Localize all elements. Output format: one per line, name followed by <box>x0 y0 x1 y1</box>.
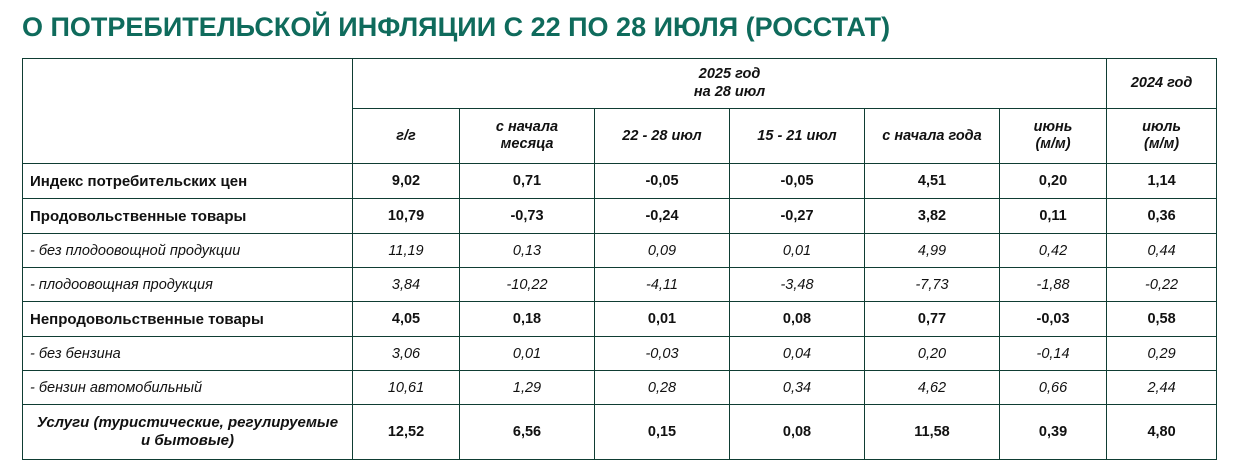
header-col-month-to-date-line1: с начала <box>495 118 559 135</box>
cell-food-excl-fruitveg-week-22-28: 0,09 <box>595 234 730 268</box>
header-col-year-to-date <box>865 109 1000 164</box>
row-label-services: Услуги (туристические, регулируемые и бытовые) <box>23 405 353 460</box>
cell-services-june-mm: 0,39 <box>1000 405 1107 460</box>
row-label-nonfood: Непродовольственные товары <box>23 302 353 337</box>
row-label-cpi: Индекс потребительских цен <box>23 164 353 199</box>
cell-cpi-week-15-21: -0,05 <box>730 164 865 199</box>
inflation-table <box>22 58 1217 460</box>
cell-nonfood-excl-petrol-july-mm: 0,29 <box>1107 337 1217 371</box>
cell-nonfood-year-to-date: 0,77 <box>865 302 1000 337</box>
cell-fruitveg-july-mm: -0,22 <box>1107 268 1217 302</box>
cell-nonfood-month-to-date: 0,18 <box>460 302 595 337</box>
row-label-food: Продовольственные товары <box>23 199 353 234</box>
table-header-group-row <box>23 59 1217 109</box>
cell-petrol-july-mm: 2,44 <box>1107 371 1217 405</box>
cell-fruitveg-month-to-date: -10,22 <box>460 268 595 302</box>
cell-cpi-year-to-date: 4,51 <box>865 164 1000 199</box>
header-col-month-to-date <box>460 109 595 164</box>
cell-nonfood-yoy: 4,05 <box>353 302 460 337</box>
cell-food-june-mm: 0,11 <box>1000 199 1107 234</box>
row-label-food-excl-fruitveg: - без плодоовощной продукции <box>23 234 353 268</box>
table-row <box>23 199 1217 234</box>
cell-food-year-to-date: 3,82 <box>865 199 1000 234</box>
header-corner-blank <box>23 59 353 164</box>
header-col-june-mm <box>1000 109 1107 164</box>
cell-food-excl-fruitveg-june-mm: 0,42 <box>1000 234 1107 268</box>
header-col-july-mm <box>1107 109 1217 164</box>
header-col-month-to-date-line2: месяца <box>500 136 554 153</box>
cell-nonfood-excl-petrol-year-to-date: 0,20 <box>865 337 1000 371</box>
cell-food-excl-fruitveg-july-mm: 0,44 <box>1107 234 1217 268</box>
header-col-week-15-21 <box>730 109 865 164</box>
page-title: О ПОТРЕБИТЕЛЬСКОЙ ИНФЛЯЦИИ С 22 ПО 28 ИЮЛЯ (РОССТАТ) <box>22 12 891 42</box>
table-row <box>23 337 1217 371</box>
header-col-yoy-line1: г/г <box>396 127 416 144</box>
cell-services-week-22-28: 0,15 <box>595 405 730 460</box>
cell-food-excl-fruitveg-month-to-date: 0,13 <box>460 234 595 268</box>
cell-cpi-yoy: 9,02 <box>353 164 460 199</box>
header-group-2025-line1: 2025 год <box>698 66 761 82</box>
cell-services-july-mm: 4,80 <box>1107 405 1217 460</box>
cell-food-excl-fruitveg-yoy: 11,19 <box>353 234 460 268</box>
cell-nonfood-excl-petrol-yoy: 3,06 <box>353 337 460 371</box>
row-label-petrol: - бензин автомобильный <box>23 371 353 405</box>
cell-fruitveg-year-to-date: -7,73 <box>865 268 1000 302</box>
header-col-june-mm-line1: июнь <box>1033 118 1073 135</box>
cell-food-yoy: 10,79 <box>353 199 460 234</box>
header-group-2024 <box>1107 59 1217 109</box>
row-label-fruitveg: - плодоовощная продукция <box>23 268 353 302</box>
header-group-2025 <box>353 59 1107 109</box>
cell-nonfood-june-mm: -0,03 <box>1000 302 1107 337</box>
table-row <box>23 405 1217 460</box>
cell-cpi-june-mm: 0,20 <box>1000 164 1107 199</box>
cell-food-month-to-date: -0,73 <box>460 199 595 234</box>
header-col-year-to-date-line1: с начала года <box>882 127 982 144</box>
header-group-2024-label: 2024 год <box>1130 75 1193 92</box>
cell-food-july-mm: 0,36 <box>1107 199 1217 234</box>
cell-services-week-15-21: 0,08 <box>730 405 865 460</box>
header-group-2025-line2: на 28 июл <box>693 84 766 101</box>
cell-food-week-22-28: -0,24 <box>595 199 730 234</box>
cell-petrol-week-22-28: 0,28 <box>595 371 730 405</box>
cell-fruitveg-week-15-21: -3,48 <box>730 268 865 302</box>
cell-nonfood-week-15-21: 0,08 <box>730 302 865 337</box>
header-col-july-mm-line2: (м/м) <box>1144 136 1180 153</box>
cell-cpi-july-mm: 1,14 <box>1107 164 1217 199</box>
cell-petrol-week-15-21: 0,34 <box>730 371 865 405</box>
cell-nonfood-excl-petrol-june-mm: -0,14 <box>1000 337 1107 371</box>
cell-food-excl-fruitveg-week-15-21: 0,01 <box>730 234 865 268</box>
header-col-week-22-28-line1: 22 - 28 июл <box>622 127 702 144</box>
cell-nonfood-july-mm: 0,58 <box>1107 302 1217 337</box>
header-col-june-mm-line2: (м/м) <box>1035 136 1071 153</box>
cell-petrol-month-to-date: 1,29 <box>460 371 595 405</box>
table-row <box>23 302 1217 337</box>
header-col-week-15-21-line1: 15 - 21 июл <box>757 127 837 144</box>
cell-nonfood-excl-petrol-week-15-21: 0,04 <box>730 337 865 371</box>
cell-nonfood-excl-petrol-week-22-28: -0,03 <box>595 337 730 371</box>
row-label-nonfood-excl-petrol: - без бензина <box>23 337 353 371</box>
cell-cpi-week-22-28: -0,05 <box>595 164 730 199</box>
cell-nonfood-excl-petrol-month-to-date: 0,01 <box>460 337 595 371</box>
cell-fruitveg-week-22-28: -4,11 <box>595 268 730 302</box>
cell-food-week-15-21: -0,27 <box>730 199 865 234</box>
cell-petrol-year-to-date: 4,62 <box>865 371 1000 405</box>
header-col-week-22-28 <box>595 109 730 164</box>
cell-services-yoy: 12,52 <box>353 405 460 460</box>
table-row <box>23 234 1217 268</box>
table-row <box>23 268 1217 302</box>
cell-services-month-to-date: 6,56 <box>460 405 595 460</box>
cell-cpi-month-to-date: 0,71 <box>460 164 595 199</box>
cell-petrol-june-mm: 0,66 <box>1000 371 1107 405</box>
header-col-yoy <box>353 109 460 164</box>
cell-nonfood-week-22-28: 0,01 <box>595 302 730 337</box>
cell-petrol-yoy: 10,61 <box>353 371 460 405</box>
cell-fruitveg-yoy: 3,84 <box>353 268 460 302</box>
cell-services-year-to-date: 11,58 <box>865 405 1000 460</box>
cell-fruitveg-june-mm: -1,88 <box>1000 268 1107 302</box>
header-col-july-mm-line1: июль <box>1142 118 1181 135</box>
cell-food-excl-fruitveg-year-to-date: 4,99 <box>865 234 1000 268</box>
table-row <box>23 164 1217 199</box>
table-row <box>23 371 1217 405</box>
